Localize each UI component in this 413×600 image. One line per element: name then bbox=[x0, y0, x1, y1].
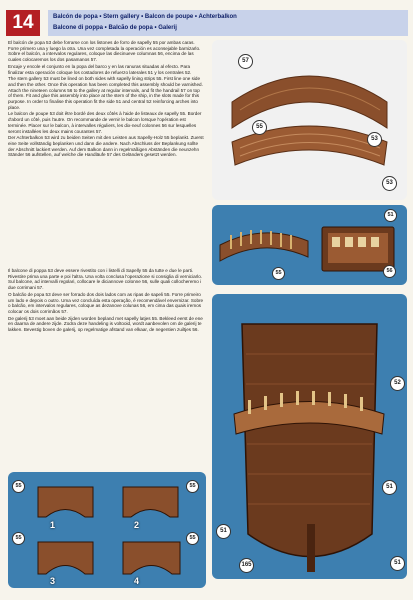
instructions-column-2 bbox=[8, 268, 204, 334]
photo-assembly bbox=[212, 205, 407, 285]
piece-label-3: 3 bbox=[50, 576, 56, 586]
stern-illustration bbox=[212, 294, 407, 579]
callout-55b: 55 bbox=[186, 480, 199, 493]
callout-51: 51 bbox=[216, 524, 231, 539]
instruction-de: Der Achterbalkon 53 wird zu beiden Seiten mit den Leisten aus Sapelly-Holz 55 beplankt. Zuerst eine Seite vollständig beplanken und dann die andere. Nach Abschluss der Beplankung sollte der Abschnitt lackiert werden. Auf dem Balkon dann in regelmäßigen Abständen die neunzehn Ständer 56 aufstellen, auf welche die Handläufe 57 des Geländers gesetzt werden. bbox=[8, 135, 204, 158]
callout-55c: 55 bbox=[12, 532, 25, 545]
callout-51c: 51 bbox=[390, 556, 405, 571]
instruction-fr: Le balcon de poupe 53 doit être bordé des deux côtés à l'aide de listeaux de sapelly 55. Border d'abord un côté, puis l'autre. On recommande de vernir le balcon lorsque l'opération est terminée. Placer sur le balcon, à intervalles réguliers, les dix-neuf colonnes 56 sur lesquelles seront installées les deux mains courantes 57. bbox=[8, 111, 202, 134]
callout-52: 52 bbox=[390, 376, 405, 391]
callout-53: 53 bbox=[367, 132, 382, 147]
callout-56: 56 bbox=[383, 265, 396, 278]
callout-55: 55 bbox=[252, 120, 267, 135]
callout-53b: 53 bbox=[382, 176, 397, 191]
callout-165: 165 bbox=[239, 558, 254, 573]
page-header bbox=[0, 0, 413, 34]
piece-label-1: 1 bbox=[50, 520, 56, 530]
instructions-column bbox=[8, 40, 204, 159]
callout-57: 57 bbox=[238, 54, 253, 69]
instruction-nl: De galerij 53 moet aan beide zijden worden bepland met sapelly latjes 55. Bekleed eerst de ene en daarna de andere zijde. Zodra deze handeling is voltooid, wordt aanbevolen om de galerij te lakken. Bevestig boven de galerij, op regelmatige afstand van elkaar, de negentien zuiltjes 56. bbox=[8, 315, 203, 333]
piece-label-2: 2 bbox=[134, 520, 140, 530]
instruction-pt: O balcão de popa 53 deve ser forrado dos dois lados com as ripas de sapeli 55. Forre primeiro um lado e depois o outro. Uma vez concluída esta operação, é recomendável envernizar. Sobre o balcão, em intervalos regulares, coloque as dezanove colunas 56, em cima das quais iremos colocar os dois corrimãos 57. bbox=[8, 291, 204, 314]
instruction-en: The stern gallery 53 must be lined on both sides with sapelly lining strips 55. First line one side and then the other. Once this operation has been completed this assembly should be varnished. Attach the nineteen columns 56 to the gallery at regular intervals, and fit the handrail 57 on top of them. Fit and glue this assembly into place at the stern of the ship, in the slots made for this purpose. In order to finalise this operation fit the side 51 and central 52 reinforcing arches into place. bbox=[8, 76, 203, 110]
assembly-illustration bbox=[212, 205, 407, 285]
callout-55: 55 bbox=[12, 480, 25, 493]
step-title bbox=[48, 10, 408, 36]
callout-55d: 55 bbox=[186, 532, 199, 545]
arch-steps-illustration bbox=[8, 472, 206, 588]
instruction-es-1: El balcón de popa 53 debe forrarse con los listones de forro de sapelly 55 por ambas caras. Forre primero una y luego la otra. Una vez completada la operación es aconsejable barnizarlo. Sobre el balcón, a intervalos regulares, coloque las diecinueve columnas 56, encima de las cuales colocaremos los dos pasamanos 57. bbox=[8, 40, 201, 63]
callout-51b: 51 bbox=[382, 480, 397, 495]
photo-arch-steps bbox=[8, 472, 206, 588]
piece-label-4: 4 bbox=[134, 576, 140, 586]
title-line-2: Balcone di poppa • Balcão de popa • Galerij bbox=[53, 25, 177, 31]
instruction-it: Il balcone di poppa 53 deve essere rivestito con i listelli di Sapelly 55 da tutte e due le parti. Rivestire prima una parte e poi l'altra. Una volta conclusa l'operazione si consiglia di verniciarlo. Sul balcone, ad intervalli regolari, collocare le diciannove colonne 56, sulle quali collocheremo i due corrimani 57. bbox=[8, 268, 203, 291]
callout-55: 55 bbox=[272, 267, 285, 280]
instruction-es-2: Encaje y encole el conjunto en la popa del barco y en las ranuras situadas al efecto. Para finalizar esta operación coloque los costadores de refuerzo laterales 51 y los centrales 52. bbox=[8, 63, 192, 75]
step-number: 14 bbox=[6, 10, 40, 36]
callout-51: 51 bbox=[384, 209, 397, 222]
photo-stern-view bbox=[212, 294, 407, 579]
title-line-1: Balcón de popa • Stern gallery • Balcon de poupe • Achterbalkon bbox=[53, 14, 237, 20]
photo-gallery-parts bbox=[212, 40, 407, 200]
